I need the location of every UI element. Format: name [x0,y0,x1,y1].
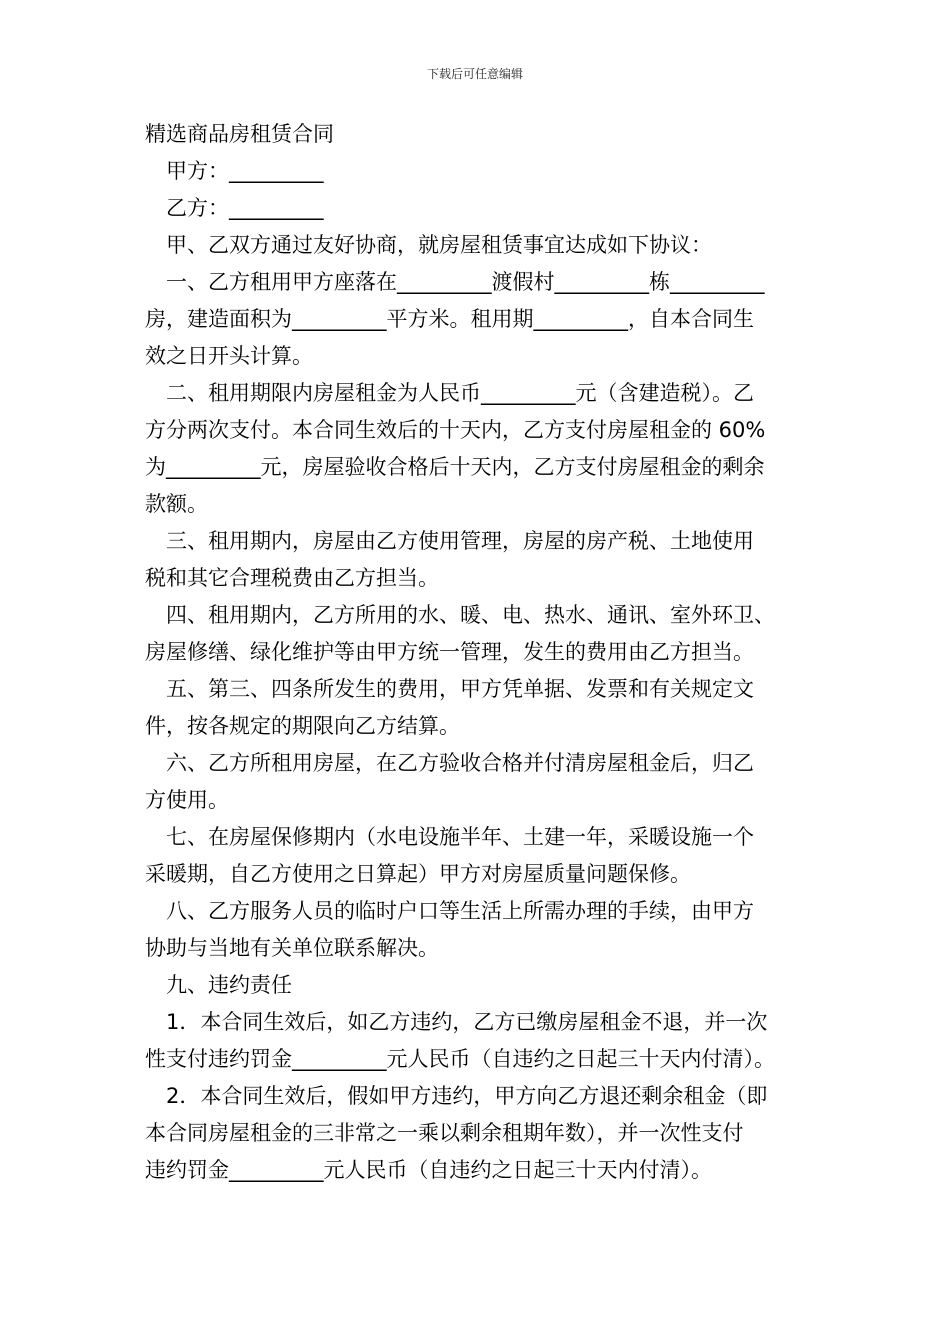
clause-3-line-2: 税和其它合理税费由乙方担当。 [145,566,439,590]
clause-7-line-2: 采暖期，自乙方使用之日算起）甲方对房屋质量问题保修。 [145,862,691,886]
clause-8-line-2: 协助与当地有关单位联系解决。 [145,936,439,960]
clause-9-2-line-3: 违约罚金_________元人民币（自违约之日起三十天内付清）。 [145,1158,712,1182]
clause-3-line-1: 三、租用期内，房屋由乙方使用管理，房屋的房产税、土地使用 [166,529,754,553]
clause-5-line-2: 件，按各规定的期限向乙方结算。 [145,714,460,738]
clause-1-line-1: 一、乙方租用甲方座落在_________渡假村_________栋_________ [166,270,765,294]
party-a-line: 甲方：_________ [166,159,324,183]
clause-7-line-1: 七、在房屋保修期内（水电设施半年、土建一年，采暖设施一个 [166,825,754,849]
clause-9-2-line-2: 本合同房屋租金的三非常之一乘以剩余租期年数），并一次性支付 [145,1121,744,1145]
clause-2-line-3: 为_________元，房屋验收合格后十天内，乙方支付房屋租金的剩余 [145,455,765,479]
contract-body [145,116,825,1189]
clause-8-line-1: 八、乙方服务人员的临时户口等生活上所需办理的手续，由甲方 [166,899,754,923]
party-b-line: 乙方：_________ [166,196,324,220]
clause-4-line-1: 四、租用期内，乙方所用的水、暖、电、热水、通讯、室外环卫、 [166,603,775,627]
clause-9-heading: 九、违约责任 [166,973,292,997]
page-header-note: 下载后可任意编辑 [426,67,523,81]
clause-4-line-2: 房屋修缮、绿化维护等由甲方统一管理，发生的费用由乙方担当。 [145,640,754,664]
clause-6-line-1: 六、乙方所租用房屋，在乙方验收合格并付清房屋租金后，归乙 [166,751,754,775]
clause-6-line-2: 方使用。 [145,788,229,812]
clause-5-line-1: 五、第三、四条所发生的费用，甲方凭单据、发票和有关规定文 [166,677,754,701]
clause-9-1-line-1: 1．本合同生效后，如乙方违约，乙方已缴房屋租金不退，并一次 [166,1010,768,1034]
clause-2-line-2: 方分两次支付。本合同生效后的十天内，乙方支付房屋租金的 60% [145,418,766,442]
clause-2-line-1: 二、租用期限内房屋租金为人民币_________元（含建造税）。乙 [166,381,754,405]
clause-9-2-line-1: 2．本合同生效后，假如甲方违约，甲方向乙方退还剩余租金（即 [166,1084,768,1108]
clause-1-line-3: 效之日开头计算。 [145,344,313,368]
clause-2-line-4: 款额。 [145,492,208,516]
clause-1-line-2: 房，建造面积为_________平方米。租用期_________，自本合同生 [145,307,754,331]
contract-title: 精选商品房租赁合同 [145,122,334,146]
preamble-line: 甲、乙双方通过友好协商，就房屋租赁事宜达成如下协议： [166,233,712,257]
clause-9-1-line-2: 性支付违约罚金_________元人民币（自违约之日起三十天内付清）。 [145,1047,775,1071]
